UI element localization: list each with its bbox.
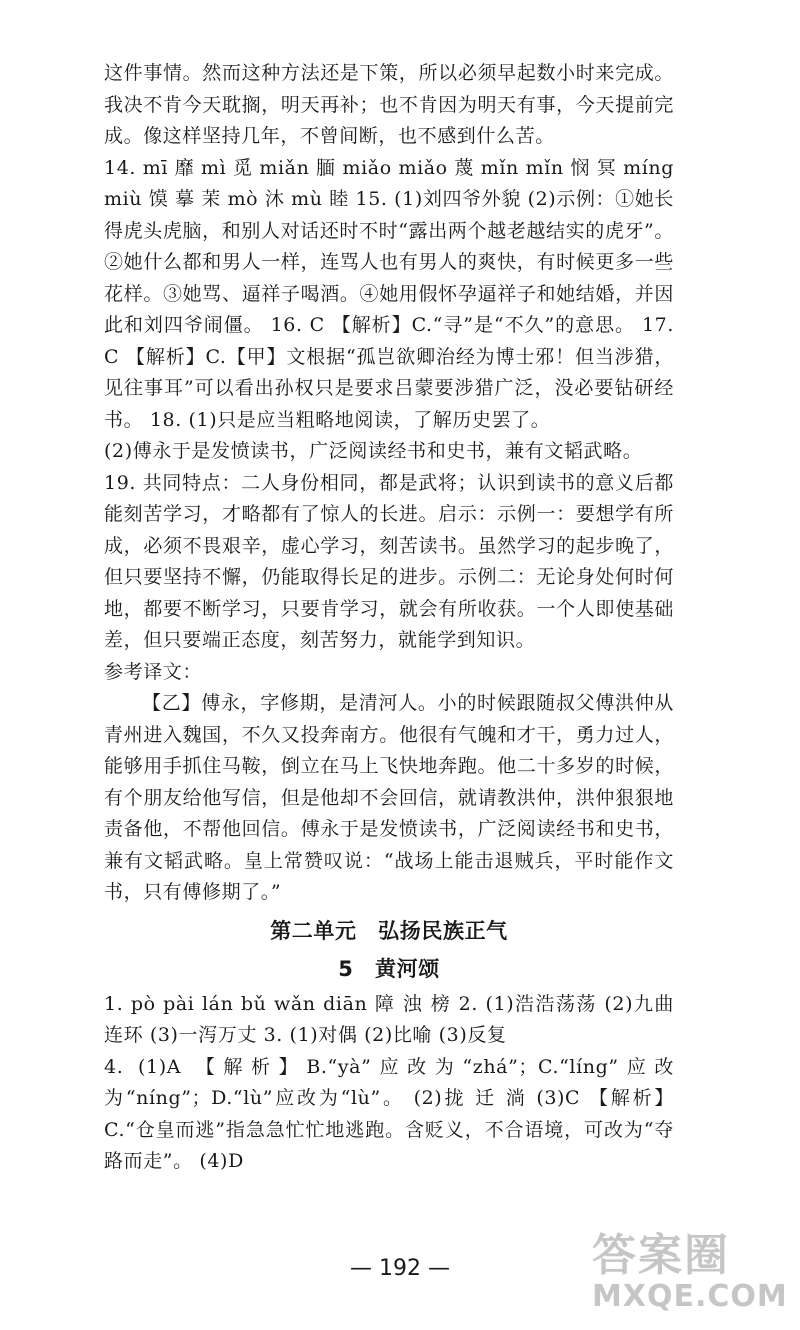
paragraph-answer-19: 19. 共同特点：二人身份相同，都是武将；认识到读书的意义后都能刻苦学习，才略都有了惊人的长进。启示：示例一：要想学有所成，必须不畏艰辛，虚心学习，刻苦读书。虽然学习的起步晚了，但只要坚持不懈，仍能取得长足的进步。示例二：无论身处何时何地，都要不断学习，只要肯学习，就会有所收获。一个人即使基础差，但只要端正态度，刻苦努力，就能学到知识。 <box>104 471 674 651</box>
watermark-bottom-text: MXQE.COM <box>592 1279 788 1314</box>
answer-text-body <box>104 58 674 1178</box>
paragraph-answers-1-3: 1. pò pài lán bǔ wǎn diān 障 浊 榜 2. (1)浩浩荡荡 (2)九曲连环 (3)一泻万丈 3. (1)对偶 (2)比喻 (3)反复 <box>104 992 674 1046</box>
watermark-top-text: 答案圈 <box>592 1230 730 1281</box>
paragraph-continuation: 这件事情。然而这种方法还是下策，所以必须早起数小时来完成。我决不肯今天耽搁，明天再补；也不肯因为明天有事，今天提前完成。像这样坚持几年，不曾间断，也不感到什么苦。 <box>104 62 674 147</box>
lesson-title: 5 黄河颂 <box>338 956 440 981</box>
translation-label: 参考译文： <box>104 660 203 683</box>
paragraph-answer-4: 4. (1)A 【解析】B.“yà”应改为“zhá”；C.“líng”应改为“níng”；D.“lù”应改为“lù”。 (2)拢 迁 淌 (3)C 【解析】C.“仓皇而逃”指急急忙忙地逃跑。含贬义，不合语境，可改为“夺路而走”。 (4)D <box>104 1055 674 1172</box>
page-number: — 192 — <box>350 1256 450 1281</box>
watermark-logo <box>592 1230 788 1322</box>
translation-text: 【乙】傅永，字修期，是清河人。小的时候跟随叔父傅洪仲从青州进入魏国，不久又投奔南方。他很有气魄和才干，勇力过人，能够用手抓住马鞍，倒立在马上飞快地奔跑。他二十多岁的时候，有个朋友给他写信，但是他却不会回信，就请教洪仲，洪仲狠狠地责备他，不帮他回信。傅永于是发愤读书，广泛阅读经书和史书，兼有文韬武略。皇上常赞叹说：“战场上能击退贼兵，平时能作文书，只有傅修期了。” <box>104 692 674 903</box>
unit-title: 第二单元 弘扬民族正气 <box>270 918 508 943</box>
paragraph-answers-14-18: 14. mī 靡 mì 觅 miǎn 腼 miǎo miǎo 蔑 mǐn mǐn 悯 冥 míng miù 馍 摹 茉 mò 沐 mù 睦 15. (1)刘四爷外貌 (2)示例：①她长得虎头虎脑，和别人对话还时不时“露出两个越老越结实的虎牙”。②她什么都和男人一样，连骂人也有男人的爽快，有时候更多一些花样。③她骂、逼祥子喝酒。④她用假怀孕逼祥子和她结婚，并因此和刘四爷闹僵。 16. C 【解析】C.“寻”是“不久”的意思。 17. C 【解析】C.【甲】文根据“孤岂欲卿治经为博士邪！但当涉猎，见往事耳”可以看出孙权只是要求吕蒙要涉猎广泛，没必要钻研经书。 18. (1)只是应当粗略地阅读，了解历史罢了。 <box>104 156 674 431</box>
paragraph-answer-18-2: (2)傅永于是发愤读书，广泛阅读经书和史书，兼有文韬武略。 <box>104 440 643 462</box>
